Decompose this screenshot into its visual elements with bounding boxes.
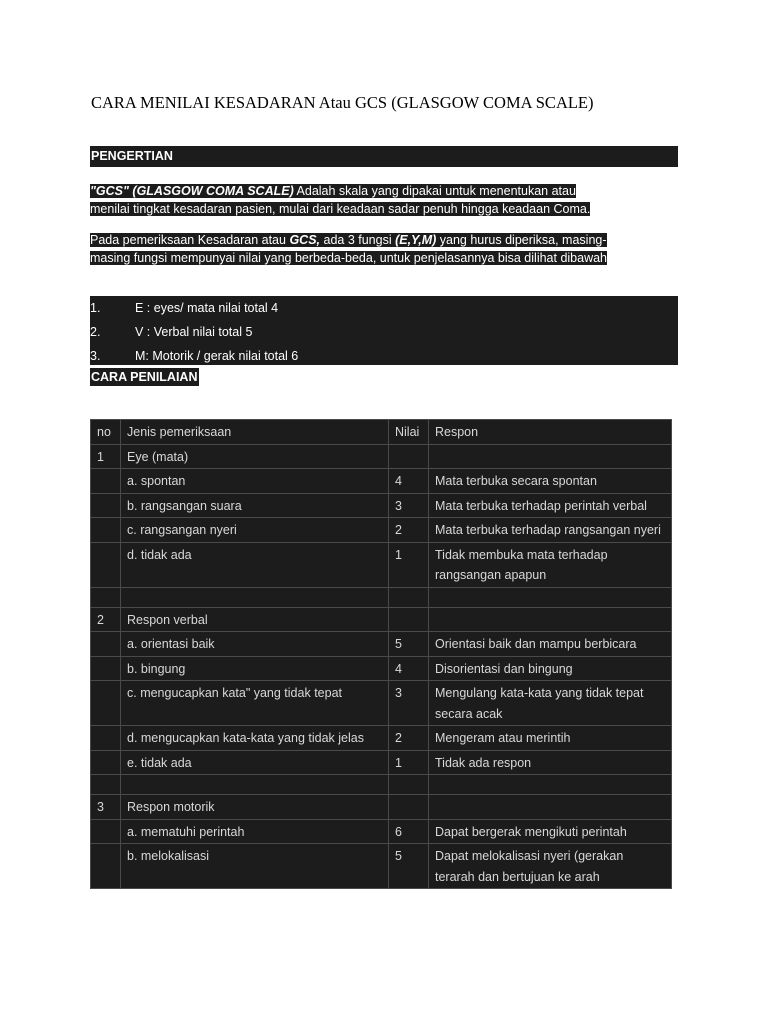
header-no: no (91, 420, 121, 445)
cell-respon (429, 795, 672, 820)
function-number: 3. (90, 349, 101, 363)
cell-nilai: 4 (389, 656, 429, 681)
function-text: M: Motorik / gerak nilai total 6 (135, 349, 299, 363)
cell-no (91, 656, 121, 681)
cell-respon (429, 587, 672, 607)
table-row (91, 775, 672, 795)
cell-no (91, 542, 121, 587)
cell-no (91, 775, 121, 795)
cell-no (91, 469, 121, 494)
cell-no (91, 844, 121, 889)
cell-nilai (389, 444, 429, 469)
cell-no (91, 493, 121, 518)
table-row (91, 844, 672, 889)
functions-list (90, 296, 678, 365)
cell-jenis: b. bingung (121, 656, 389, 681)
table-row (91, 795, 672, 820)
cell-no (91, 819, 121, 844)
cell-respon (429, 444, 672, 469)
cell-nilai: 5 (389, 844, 429, 889)
cell-jenis: Respon verbal (121, 607, 389, 632)
table-row (91, 607, 672, 632)
cell-jenis: a. orientasi baik (121, 632, 389, 657)
cell-respon (429, 775, 672, 795)
cell-nilai: 3 (389, 681, 429, 726)
cell-respon (429, 607, 672, 632)
cell-jenis (121, 587, 389, 607)
cell-respon: Tidak ada respon (429, 750, 672, 775)
cell-nilai: 2 (389, 726, 429, 751)
cell-no (91, 750, 121, 775)
cell-respon: Mata terbuka secara spontan (429, 469, 672, 494)
table-row (91, 632, 672, 657)
table-row (91, 726, 672, 751)
cell-nilai: 3 (389, 493, 429, 518)
cell-nilai: 2 (389, 518, 429, 543)
cell-no (91, 632, 121, 657)
table-row (91, 819, 672, 844)
examination-text-part3: yang hurus diperiksa, masing- (436, 233, 607, 247)
cell-respon: Disorientasi dan bingung (429, 656, 672, 681)
cell-jenis: Respon motorik (121, 795, 389, 820)
cell-jenis (121, 775, 389, 795)
cell-no (91, 587, 121, 607)
examination-text-line2: masing fungsi mempunyai nilai yang berbeda-beda, untuk penjelasannya bisa dilihat dibawah (90, 251, 608, 265)
cell-nilai (389, 775, 429, 795)
cell-jenis: b. rangsangan suara (121, 493, 389, 518)
cell-respon: Dapat melokalisasi nyeri (gerakan terarah dan bertujuan ke arah (429, 844, 672, 889)
cell-no: 1 (91, 444, 121, 469)
cell-jenis: d. tidak ada (121, 542, 389, 587)
examination-paragraph (90, 231, 680, 267)
cell-jenis: a. mematuhi perintah (121, 819, 389, 844)
cell-jenis: b. melokalisasi (121, 844, 389, 889)
cell-respon: Mengulang kata-kata yang tidak tepat secara acak (429, 681, 672, 726)
cell-no: 2 (91, 607, 121, 632)
definition-text-line2: menilai tingkat kesadaran pasien, mulai dari keadaan sadar penuh hingga keadaan Coma. (90, 202, 591, 216)
cell-respon: Dapat bergerak mengikuti perintah (429, 819, 672, 844)
cell-nilai (389, 607, 429, 632)
cell-jenis: Eye (mata) (121, 444, 389, 469)
cell-respon: Mata terbuka terhadap perintah verbal (429, 493, 672, 518)
table-row (91, 750, 672, 775)
cell-respon: Mata terbuka terhadap rangsangan nyeri (429, 518, 672, 543)
eym-term: (E,Y,M) (395, 233, 437, 247)
cell-no (91, 518, 121, 543)
cell-jenis: a. spontan (121, 469, 389, 494)
cell-jenis: d. mengucapkan kata-kata yang tidak jelas (121, 726, 389, 751)
pengertian-heading: PENGERTIAN (90, 146, 678, 167)
table-row (91, 656, 672, 681)
table-row (91, 542, 672, 587)
cell-no: 3 (91, 795, 121, 820)
cell-nilai: 1 (389, 750, 429, 775)
cell-nilai: 5 (389, 632, 429, 657)
cell-nilai: 4 (389, 469, 429, 494)
header-respon: Respon (429, 420, 672, 445)
header-jenis: Jenis pemeriksaan (121, 420, 389, 445)
cell-jenis: c. rangsangan nyeri (121, 518, 389, 543)
cell-nilai: 6 (389, 819, 429, 844)
header-nilai: Nilai (389, 420, 429, 445)
function-number: 1. (90, 301, 101, 315)
cell-respon: Mengeram atau merintih (429, 726, 672, 751)
definition-text-line1: Adalah skala yang dipakai untuk menentukan atau (293, 184, 576, 198)
cara-penilaian-heading: CARA PENILAIAN (91, 370, 198, 384)
cell-jenis: e. tidak ada (121, 750, 389, 775)
definition-paragraph (90, 182, 680, 218)
table-row (91, 444, 672, 469)
gcs-term: "GCS" (GLASGOW COMA SCALE) (90, 184, 294, 198)
table-row (91, 681, 672, 726)
gcs-abbrev: GCS, (289, 233, 321, 247)
document-title: CARA MENILAI KESADARAN Atau GCS (GLASGOW COMA SCALE) (91, 93, 594, 112)
table-header-row (91, 420, 672, 445)
table-row (91, 493, 672, 518)
cell-respon: Tidak membuka mata terhadap rangsangan apapun (429, 542, 672, 587)
function-number: 2. (90, 325, 101, 339)
cell-respon: Orientasi baik dan mampu berbicara (429, 632, 672, 657)
table-row (91, 518, 672, 543)
cell-no (91, 726, 121, 751)
table-row (91, 469, 672, 494)
cell-no (91, 681, 121, 726)
table-row (91, 587, 672, 607)
cell-nilai: 1 (389, 542, 429, 587)
cell-nilai (389, 795, 429, 820)
function-text: E : eyes/ mata nilai total 4 (135, 301, 279, 315)
examination-text-part2: ada 3 fungsi (320, 233, 396, 247)
function-text: V : Verbal nilai total 5 (135, 325, 253, 339)
cell-nilai (389, 587, 429, 607)
cell-jenis: c. mengucapkan kata" yang tidak tepat (121, 681, 389, 726)
examination-text-part1: Pada pemeriksaan Kesadaran atau (90, 233, 290, 247)
gcs-table (90, 419, 672, 889)
